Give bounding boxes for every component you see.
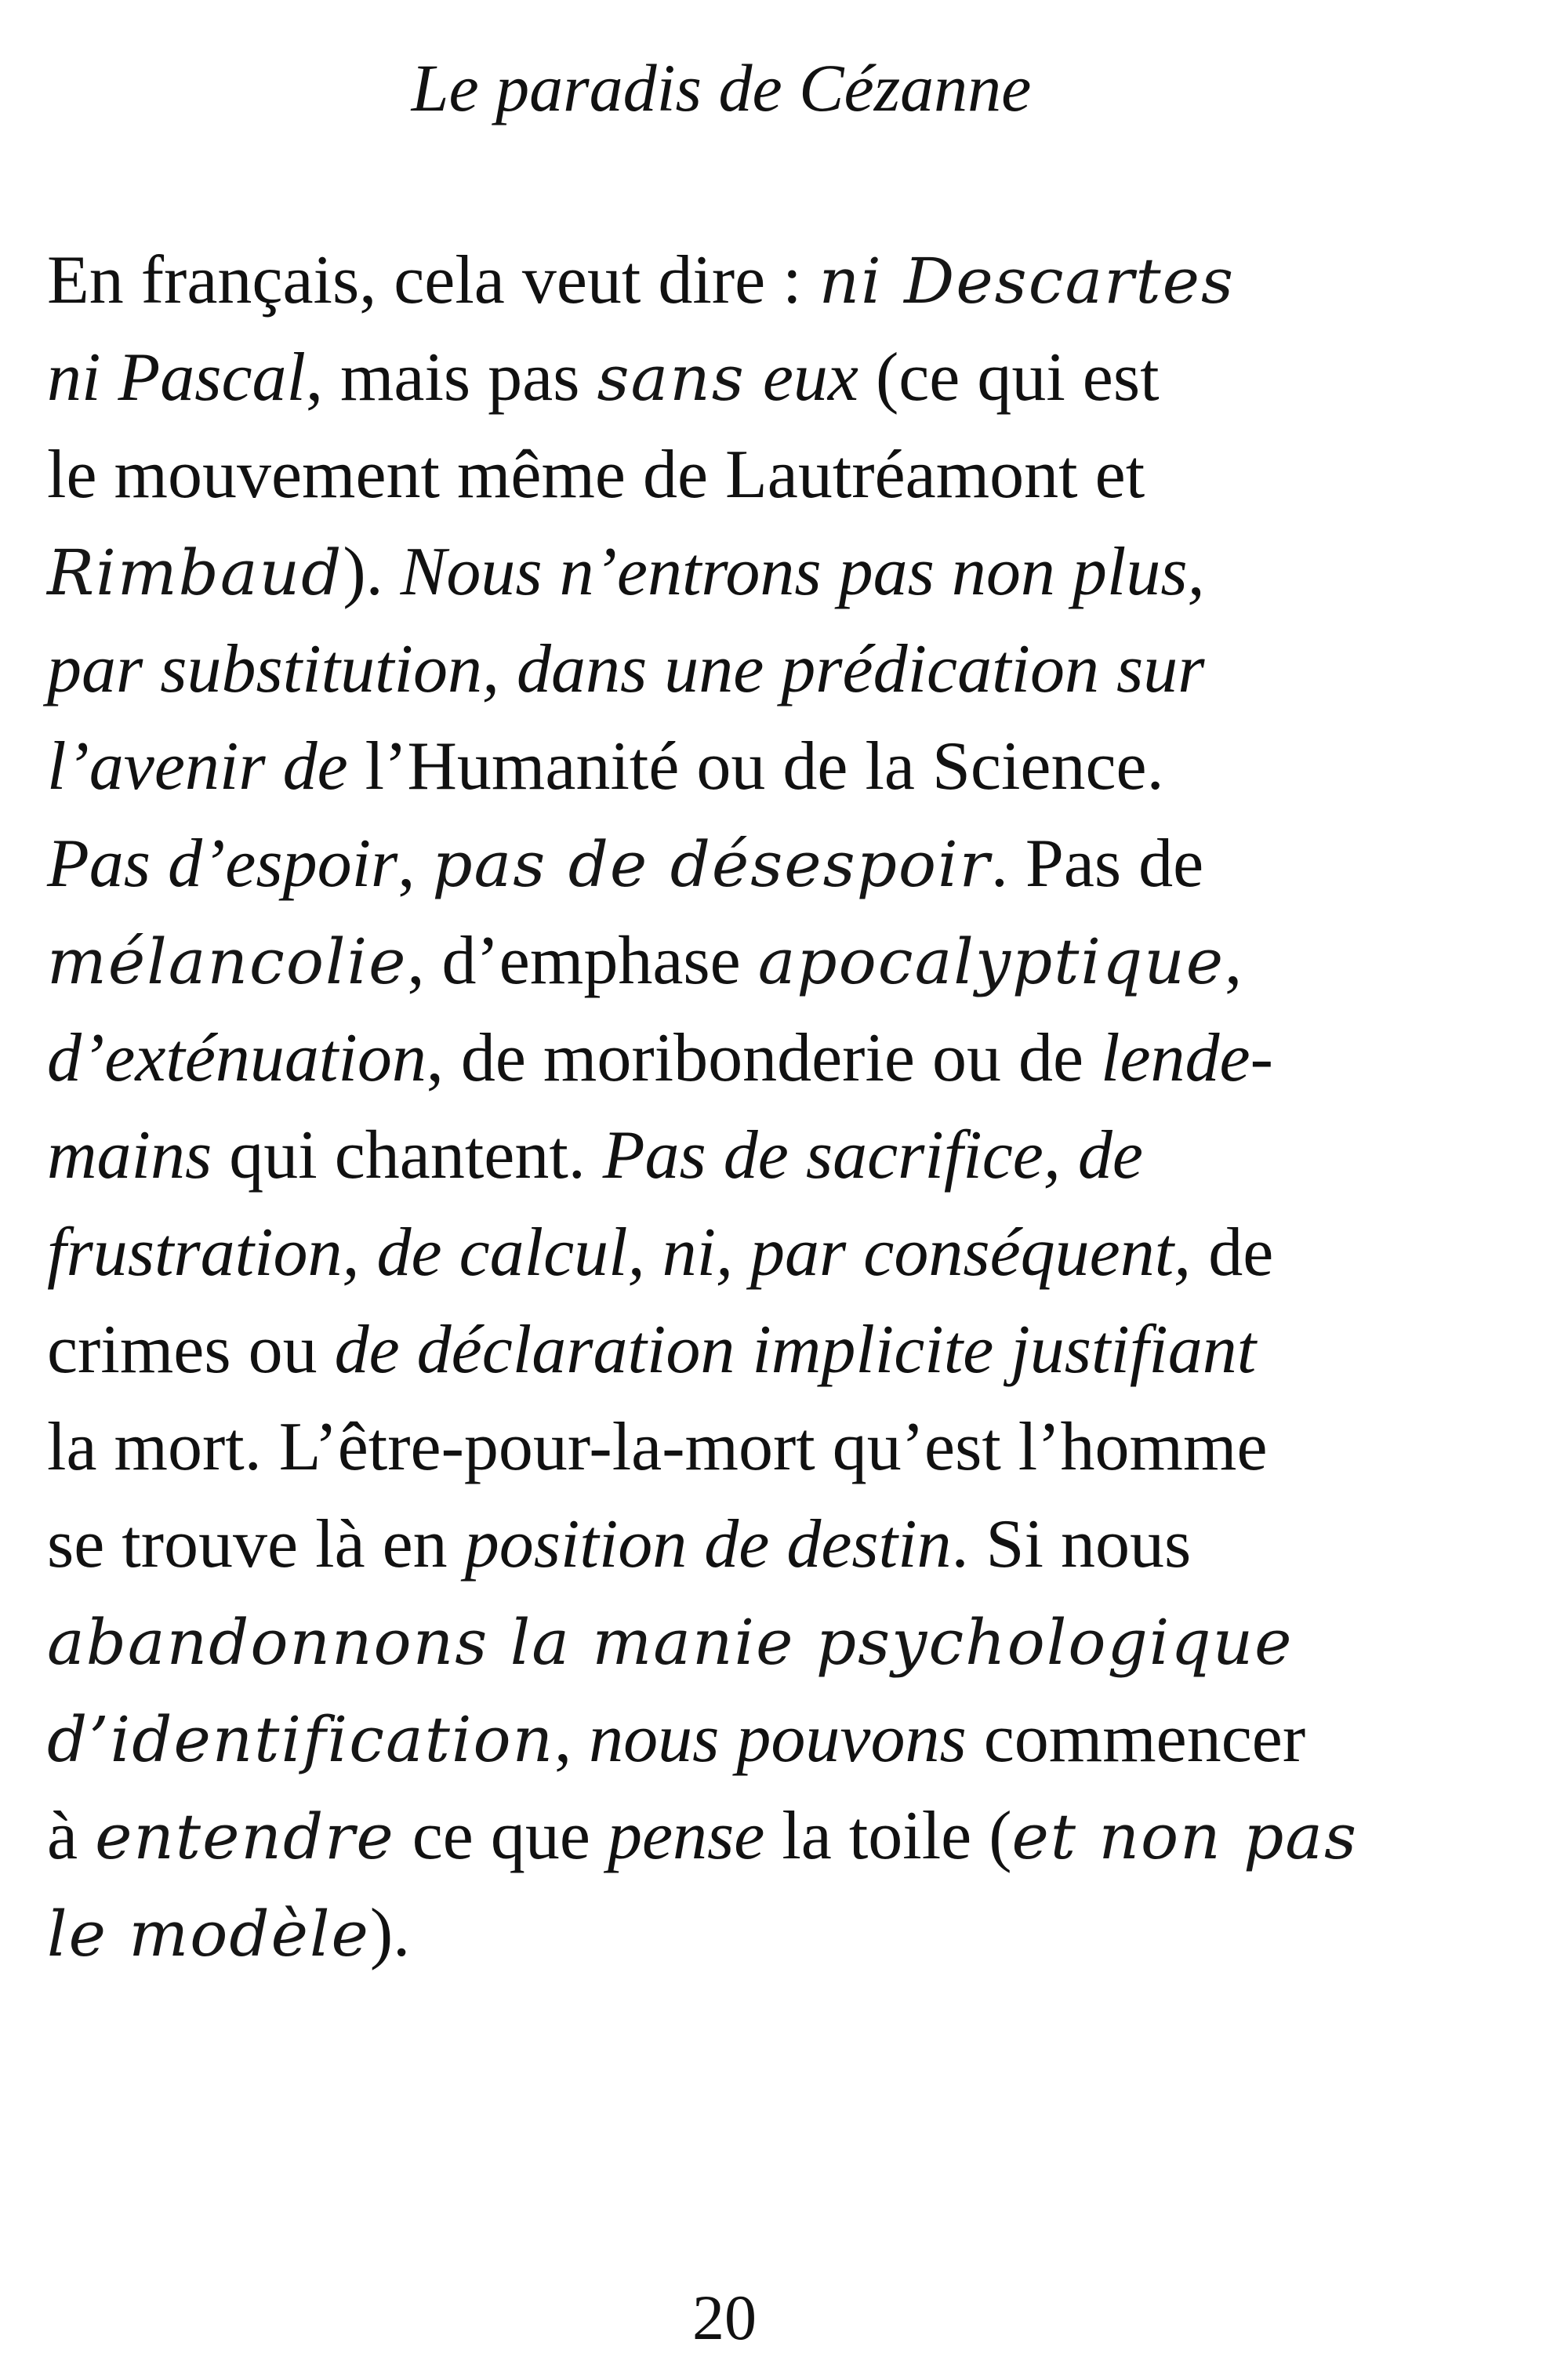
text-line [47, 524, 1521, 621]
text-fragment: , [1225, 923, 1243, 999]
text-fragment: , d’emphase [407, 923, 758, 999]
text-line [47, 1885, 1521, 1982]
handwritten-fragment: abandonnons la manie psychologique [47, 1606, 1294, 1679]
italic-fragment: mains [47, 1117, 212, 1193]
running-title: Le paradis de Cézanne [411, 50, 1032, 125]
italic-fragment: nous pouvons [589, 1701, 967, 1777]
text-fragment: commencer [966, 1701, 1306, 1777]
text-fragment: . Si nous [951, 1506, 1192, 1582]
italic-fragment: d’exténuation [47, 1020, 426, 1096]
handwritten-fragment: sans [597, 342, 746, 415]
italic-fragment: eux [762, 340, 858, 416]
handwritten-fragment: et non pas [1011, 1800, 1359, 1873]
text-fragment: , de moribonderie ou de [426, 1020, 1102, 1096]
text-fragment: se trouve là en [47, 1506, 465, 1582]
italic-fragment: Pas de sacrifice, de [602, 1117, 1143, 1193]
text-line [47, 1788, 1521, 1885]
italic-fragment: ni Pascal [47, 340, 306, 416]
text-line [47, 232, 1521, 329]
text-line [47, 621, 1521, 718]
italic-fragment: Nous n’entrons pas non plus, [400, 534, 1205, 610]
page-number: 20 [692, 2282, 757, 2353]
text-fragment: En français, cela veut dire : [47, 242, 819, 318]
text-fragment: ). [369, 1895, 411, 1971]
text-fragment: (ce qui est [858, 340, 1160, 416]
italic-fragment: Pas d’espoir [47, 826, 398, 902]
text-line [47, 718, 1521, 815]
handwritten-fragment: mélancolie [47, 925, 408, 998]
italic-fragment: frustration, de calcul, ni, par conséquent, [47, 1215, 1192, 1291]
text-line [47, 1399, 1521, 1496]
handwritten-fragment: le modèle [47, 1898, 370, 1970]
text-fragment [746, 340, 763, 416]
text-fragment: , [397, 826, 433, 902]
handwritten-fragment: ni Descartes [818, 245, 1236, 318]
text-fragment: ce que [394, 1798, 608, 1874]
text-fragment: . Pas de [990, 826, 1204, 902]
italic-fragment: l’avenir de [47, 728, 348, 805]
text-fragment: , [554, 1701, 590, 1777]
text-fragment: la mort. L’être-pour-la-mort qu’est l’homme [47, 1409, 1268, 1485]
text-fragment: l’Humanité ou de la Science. [347, 728, 1164, 805]
text-fragment: le mouvement même de Lautréamont et [47, 437, 1145, 513]
text-fragment: crimes ou [47, 1312, 335, 1388]
italic-fragment: pense [607, 1798, 765, 1874]
text-fragment: de [1191, 1215, 1274, 1291]
handwritten-fragment: apocalyptique [757, 925, 1225, 998]
text-fragment: ). [343, 534, 401, 610]
text-line [47, 913, 1521, 1010]
italic-fragment: par substitution, dans une prédication sur [47, 631, 1205, 707]
text-fragment: qui chantent. [212, 1117, 603, 1193]
handwritten-fragment: d’identification [47, 1703, 555, 1776]
italic-fragment: de déclaration implicite justifiant [334, 1312, 1257, 1388]
handwritten-fragment: Rimbaud [47, 536, 343, 609]
text-line [47, 427, 1521, 524]
text-line [47, 329, 1521, 427]
text-line [47, 815, 1521, 913]
text-fragment: , mais pas [305, 340, 597, 416]
text-line [47, 1107, 1521, 1204]
italic-fragment: position de destin [464, 1506, 952, 1582]
text-line [47, 1010, 1521, 1107]
text-fragment: à [47, 1798, 96, 1874]
text-line [47, 1204, 1521, 1302]
text-line [47, 1496, 1521, 1593]
italic-fragment: lende- [1101, 1020, 1273, 1096]
text-line [47, 1691, 1521, 1788]
handwritten-fragment: pas de désespoir [432, 828, 991, 901]
text-fragment: la toile ( [764, 1798, 1012, 1874]
text-line [47, 1593, 1521, 1691]
body-paragraph [47, 232, 1521, 1982]
handwritten-fragment: entendre [95, 1800, 395, 1873]
text-line [47, 1302, 1521, 1399]
